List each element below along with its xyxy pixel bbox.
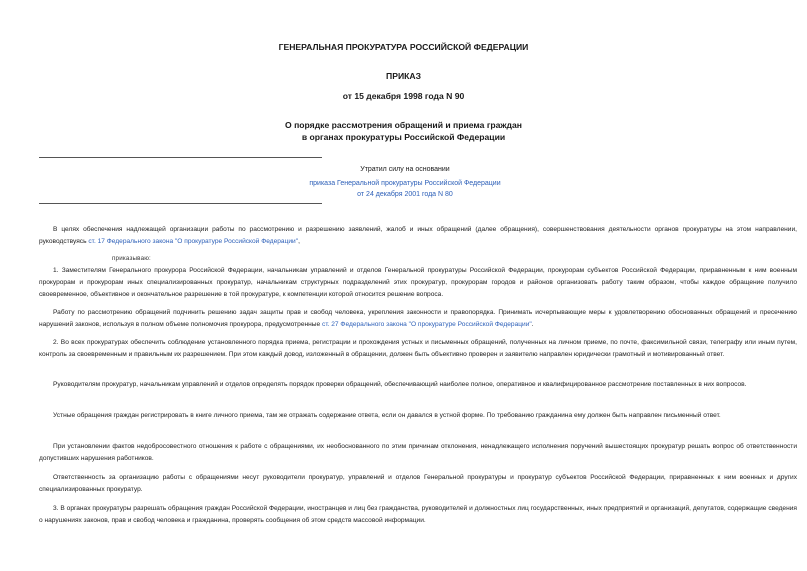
paragraph-3-text: 2. Во всех прокуратурах обеспечить соблюдение установленного порядка приема, регистрации и прохождения устных и письменных обращений, полученных на личном приеме, по почте, факсимильной связи, телеграфу или иным путем, контроль за своевременным и правильным их разрешением. При этом каждый довод, изложенный в обращении, должен быть объективно проверен и заявителю направлен юридически грамотный и мотивированный ответ.: [39, 339, 797, 358]
law-article-27-link[interactable]: ст. 27 Федерального закона "О прокуратуре Российской Федерации": [322, 321, 532, 328]
paragraph-6-text: При установлении фактов недобросовестного отношения к работе с обращениями, их необоснованного по этим причинам отклонения, ненадлежащего исполнения поручений вышестоящих прокуратур решать вопрос об ответственности допустивших нарушения работников.: [39, 443, 797, 462]
paragraph-4-text: Руководителям прокуратур, начальникам управлений и отделов определять порядок проверки обращений, обеспечивающий наиболее полное, оперативное и квалифицированное рассмотрение поставленных в них вопросов.: [53, 381, 747, 388]
document-type: ПРИКАЗ: [386, 71, 421, 81]
paragraph-7: [39, 472, 797, 496]
document-title-line-2: в органах прокуратуры Российской Федерации: [301, 132, 506, 142]
divider-bottom: [39, 203, 322, 204]
paragraph-8-text: 3. В органах прокуратуры разрешать обращения граждан Российской Федерации, иностранцев и лиц без гражданства, руководителей и должностных лиц государственных, иных предприятий и организаций, депутатов, содержащие сведения о нарушениях законов, прав и свобод человека и гражданина, проверять сообщения об этом средств массовой информации.: [39, 505, 797, 524]
preamble-end: ,: [298, 238, 300, 245]
paragraph-6: [39, 441, 797, 465]
preamble-text: В целях обеспечения надлежащей организации работы по рассмотрению и разрешению заявлений, жалоб и иных обращений (далее обращения), совершенствования деятельности органов прокуратуры на этом направлении, руководствуясь: [39, 226, 797, 245]
divider-top: [39, 157, 322, 158]
prikazyvayu-label: приказываю:: [112, 255, 151, 262]
status-note-text: Утратил силу на основании: [360, 166, 450, 173]
paragraph-5-text: Устные обращения граждан регистрировать в книге личного приема, там же отражать содержание ответа, если он давался в устной форме. По требованию гражданина ему должен быть направлен письменный ответ.: [53, 412, 721, 419]
document-title-line-1: О порядке рассмотрения обращений и приема граждан: [285, 120, 522, 130]
paragraph-1: [39, 265, 797, 301]
repeal-order-link[interactable]: приказа Генеральной прокуратуры Российской Федерации: [309, 180, 501, 187]
paragraph-5: [39, 410, 797, 422]
paragraph-2-end: .: [531, 321, 534, 328]
issuing-authority: ГЕНЕРАЛЬНАЯ ПРОКУРАТУРА РОССИЙСКОЙ ФЕДЕРАЦИИ: [278, 42, 529, 52]
repeal-order-date-link[interactable]: от 24 декабря 2001 года N 80: [357, 191, 453, 198]
paragraph-1-text: 1. Заместителям Генерального прокурора Российской Федерации, начальникам управлений и отделов Генеральной прокуратуры Российской Федерации, прокурорам субъектов Российской Федерации, приравненным к ним военным прокурорам и прокурорам иных специализированных прокуратур, начальникам структурных подразделений этих прокуратур, прокурорам городов и районов организовать работу таким образом, чтобы каждое обращение получило своевременное, объективное и окончательное разрешение в той прокуратуре, к компетенции которой относится решение вопроса.: [39, 267, 797, 298]
paragraph-2-text: Работу по рассмотрению обращений подчинить решению задач защиты прав и свобод человека, укрепления законности и правопорядка. Принимать исчерпывающие меры к удовлетворению обоснованных обращений и пресечению нарушений законов, используя в полном объеме полномочия прокурора, предусмотренные: [39, 309, 797, 328]
paragraph-8: [39, 503, 797, 527]
law-article-17-link[interactable]: ст. 17 Федерального закона "О прокуратуре Российской Федерации": [88, 238, 299, 245]
paragraph-preamble: [39, 224, 797, 248]
paragraph-4: [39, 379, 797, 391]
paragraph-7-text: Ответственность за организацию работы с обращениями несут руководители прокуратур, управлений и отделов Генеральной прокуратуры и прокуратур субъектов Российской Федерации, приравненных к ним военных и других специализированных прокуратур.: [39, 474, 797, 493]
paragraph-2: [39, 307, 797, 331]
paragraph-3: [39, 337, 797, 361]
document-date: от 15 декабря 1998 года N 90: [342, 91, 465, 101]
